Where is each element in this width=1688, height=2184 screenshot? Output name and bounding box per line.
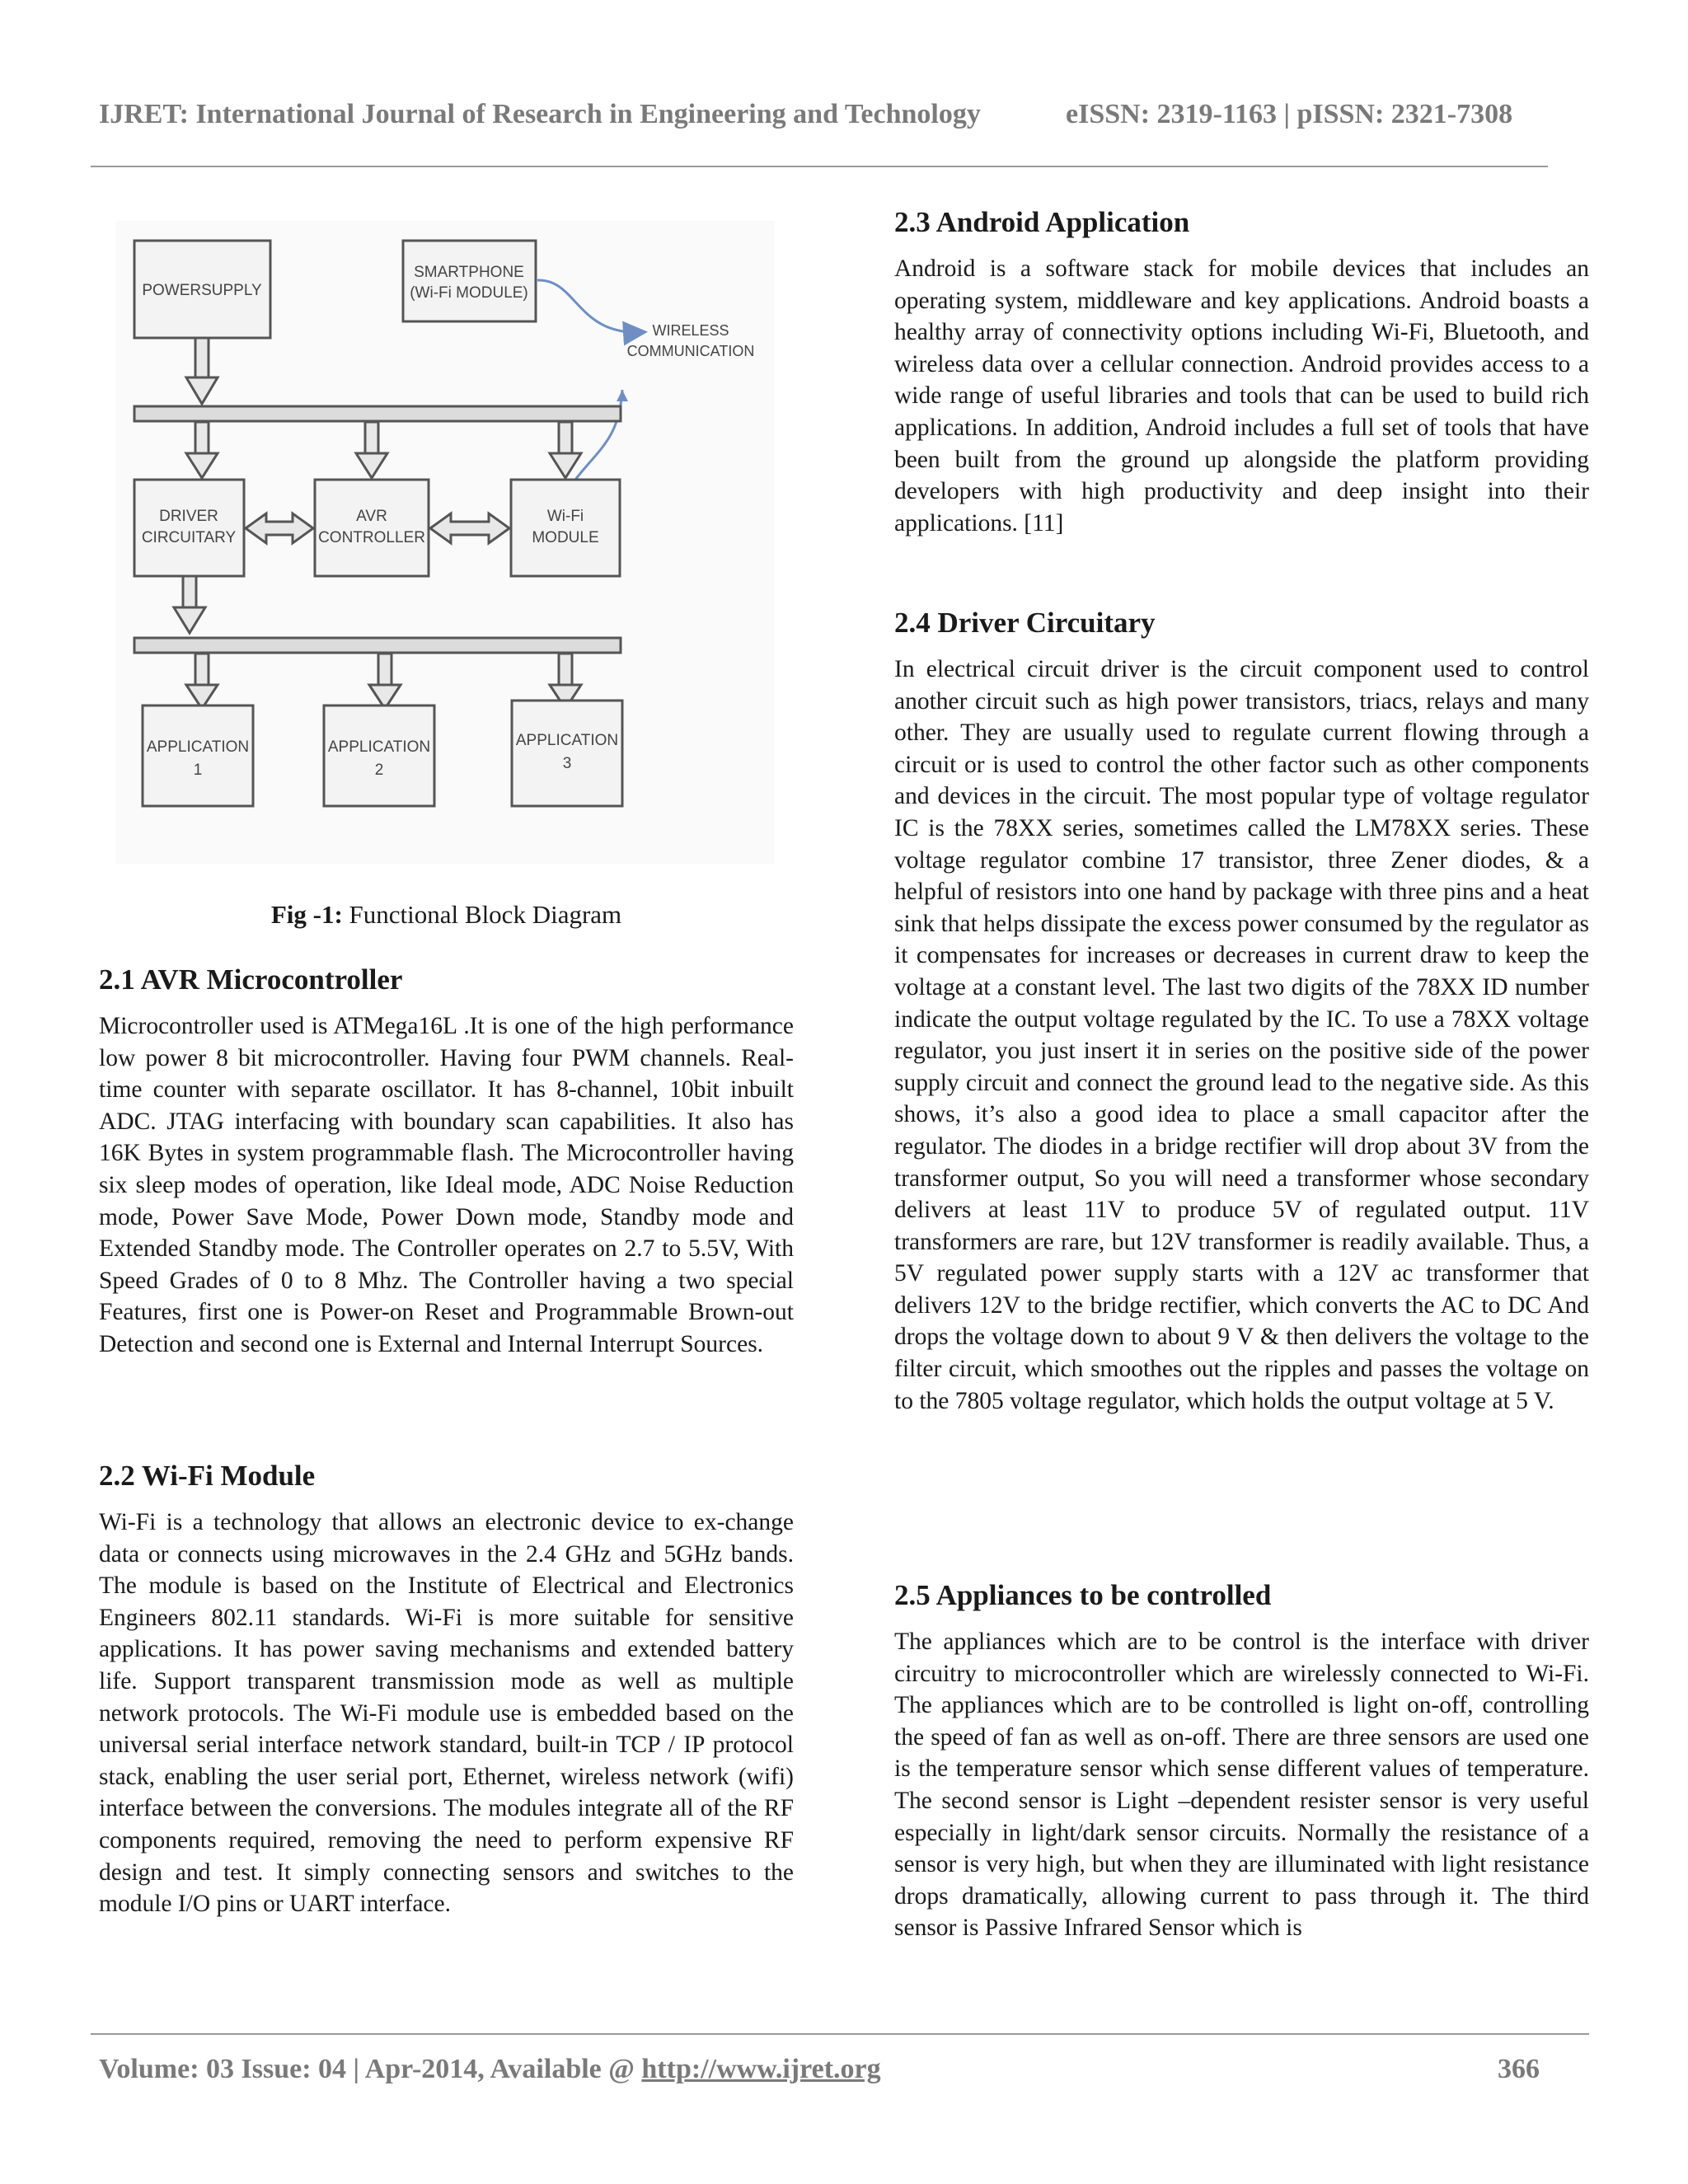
block-diagram-svg [115, 221, 775, 864]
journal-title: IJRET: International Journal of Research in Engineering and Technology [99, 99, 981, 129]
app1-label-1: APPLICATION [146, 738, 250, 756]
avr-label-1: AVR [356, 508, 387, 525]
section-2-4-title: 2.4 Driver Circuitary [894, 607, 1156, 639]
issn-numbers: eISSN: 2319-1163 | pISSN: 2321-7308 [1066, 99, 1513, 129]
app2-label-1: APPLICATION [327, 738, 431, 756]
wireless-label-1: WIRELESS [652, 322, 729, 339]
driver-circuitary-block [134, 480, 244, 576]
avr-label-2: CONTROLLER [318, 529, 425, 546]
figure-caption-label: Fig -1: [270, 900, 343, 929]
journal-link[interactable]: http://www.ijret.org [641, 2054, 881, 2084]
wifi-label-1: Wi-Fi [546, 508, 584, 525]
running-footer [99, 2054, 1550, 2085]
application-2-block [324, 705, 434, 806]
section-2-4 [894, 606, 1589, 1417]
bus-1 [134, 406, 621, 421]
bus-2 [134, 638, 621, 653]
figure-caption [99, 900, 794, 930]
page-number: 366 [1498, 2054, 1540, 2084]
wifi-label-2: MODULE [532, 529, 599, 546]
app2-label-2: 2 [374, 762, 384, 779]
section-2-3-title: 2.3 Android Application [894, 206, 1190, 238]
section-2-5 [894, 1578, 1589, 1944]
section-2-4-body: In electrical circuit driver is the circuit component used to control another circuit such as high power transistors, triacs, relays and many other. They are usually used to regulate current flowing through a circuit or is used to control the other factor such as other components and devices in the circuit. The most popular type of voltage regulator IC is the 78XX series, sometimes called the LM78XX series. These voltage regulator combine 17 transistor, three Zener diodes, & a helpful of resistors into one hand by package with three pins and a heat sink that helps dissipate the excess power consumed by the regulator as it compensates for increases or decreases in current draw to keep the voltage at a constant level. The last two digits of the 78XX ID number indicate the output voltage regulated by the IC. To use a 78XX voltage regulator, you just insert it in series on the positive side of the power supply circuit and connect the ground lead to the negative side. As this shows, it’s also a good idea to place a small capacitor after the regulator. The diodes in a bridge rectifier will drop about 3V from the transformer output, So you will need a transformer whose secondary delivers at least 11V to produce 5V of regulated output. 11V transformers are rare, but 12V transformer is readily available. Thus, a 5V regulated power supply starts with a 12V ac transformer that delivers 12V to the bridge rectifier, which converts the AC to DC And drops the voltage down to about 9 V & then delivers the voltage to the filter circuit, which smoothes out the ripples and passes the voltage on to the 7805 voltage regulator, which holds the output voltage at 5 V. [894, 656, 1589, 1414]
section-2-3-body: Android is a software stack for mobile devices that includes an operating system, middleware and key applications. Android boasts a healthy array of connectivity options including Wi-Fi, Bluetooth, and wireless data over a cellular connection. Android provides access to a wide range of useful libraries and tools that can be used to build rich applications. In addition, Android includes a full set of tools that have been built from the ground up alongside the platform providing developers with high productivity and deep insight into their applications. [11] [894, 255, 1589, 537]
footer-rule [91, 2033, 1589, 2035]
section-2-2-body: Wi-Fi is a technology that allows an electronic device to ex-change data or connects using microwaves in the 2.4 GHz and 5GHz bands. The module is based on the Institute of Electrical and Electronics Engineers 802.11 standards. Wi-Fi is more suitable for sensitive applications. It has power saving mechanisms and extended battery life. Support transparent transmission mode as well as multiple network protocols. The Wi-Fi module use is embedded based on the universal serial interface network standard, built-in TCP / IP protocol stack, enabling the user serial port, Ethernet, wireless network (wifi) interface between the conversions. The modules integrate all of the RF components required, removing the need to perform expensive RF design and test. It simply connecting sensors and switches to the module I/O pins or UART interface. [99, 1509, 794, 1918]
smartphone-label-2: (Wi-Fi MODULE) [410, 284, 528, 302]
driver-label-1: DRIVER [159, 508, 218, 525]
header-rule [91, 166, 1548, 167]
functional-block-diagram [115, 221, 775, 864]
application-1-block [143, 705, 253, 806]
section-2-1 [99, 963, 794, 1361]
section-2-5-title: 2.5 Appliances to be controlled [894, 1579, 1272, 1611]
wifi-module-block [511, 480, 620, 576]
application-3-block [512, 701, 622, 806]
volume-info: Volume: 03 Issue: 04 | Apr-2014, Available @ [99, 2054, 642, 2084]
section-2-1-body: Microcontroller used is ATMega16L .It is one of the high performance low power 8 bit microcontroller. Having four PWM channels. Real-time counter with separate oscillator. It has 8-channel, 10bit inbuilt ADC. JTAG interfacing with boundary scan capabilities. It also has 16K Bytes in system programmable flash. The Microcontroller having six sleep modes of operation, like Ideal mode, ADC Noise Reduction mode, Power Save Mode, Power Down mode, Standby mode and Extended Standby mode. The Controller operates on 2.7 to 5.5V, With Speed Grades of 0 to 8 Mhz. The Controller having a two special Features, first one is Power-on Reset and Programmable Brown-out Detection and second one is External and Internal Interrupt Sources. [99, 1013, 794, 1357]
wireless-label-2: COMMUNICATION [626, 343, 755, 359]
avr-controller-block [315, 480, 429, 576]
smartphone-label-1: SMARTPHONE [414, 264, 524, 281]
power-supply-label: POWERSUPPLY [142, 282, 262, 299]
section-2-5-body: The appliances which are to be control is the interface with driver circuitry to microcontroller which are wirelessly connected to Wi-Fi. The appliances which are to be controlled is light on-off, controlling the speed of fan as well as on-off. There are three sensors are used one is the temperature sensor which sense different values of temperature. The second sensor is Light –dependent resister sensor is very useful especially in light/dark sensor circuits. Normally the resistance of a sensor is very high, but when they are illuminated with light resistance drops dramatically, allowing current to pass through it. The third sensor is Passive Infrared Sensor which is [894, 1629, 1589, 1942]
driver-label-2: CIRCUITARY [141, 529, 237, 546]
smartphone-block [403, 241, 536, 321]
figure-caption-text: Functional Block Diagram [349, 900, 622, 929]
app3-label-2: 3 [562, 755, 572, 772]
section-2-2-title: 2.2 Wi-Fi Module [99, 1460, 316, 1492]
section-2-1-title: 2.1 AVR Microcontroller [99, 963, 403, 996]
section-2-2 [99, 1459, 794, 1920]
app3-label-1: APPLICATION [515, 732, 619, 749]
section-2-3 [894, 205, 1589, 539]
running-header [99, 99, 1550, 130]
app1-label-2: 1 [193, 762, 203, 779]
